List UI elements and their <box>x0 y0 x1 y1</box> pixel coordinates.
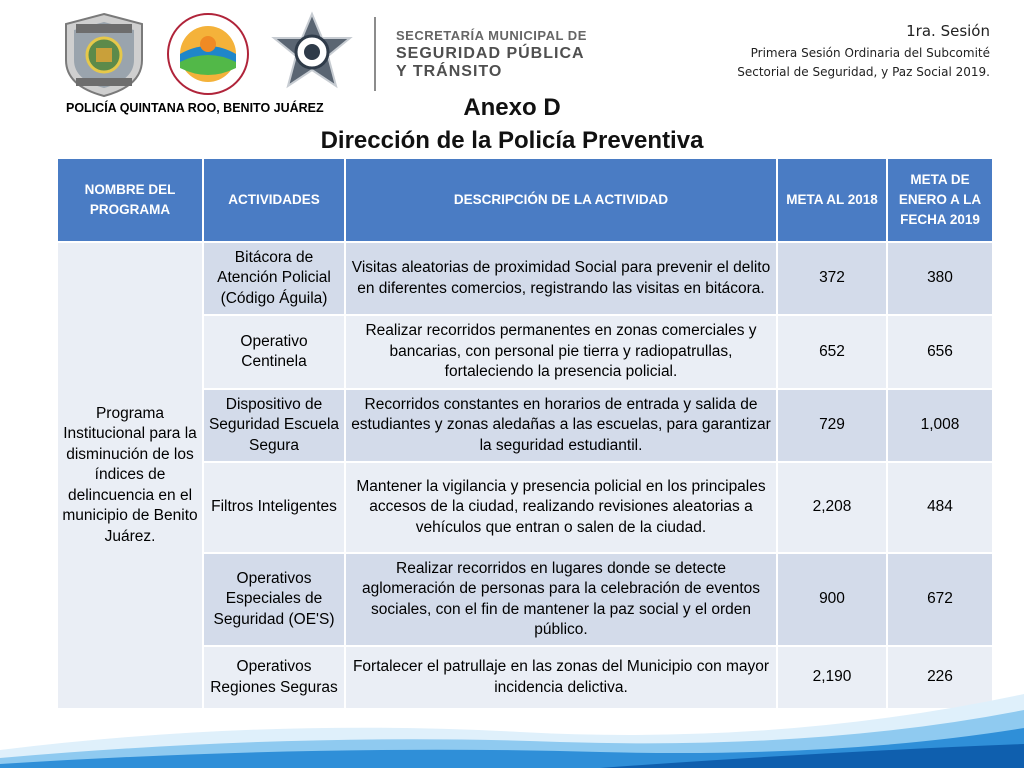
secretaria-wordmark <box>396 27 587 81</box>
header-meta: META AL 2018 <box>777 158 887 242</box>
header-description: DESCRIPCIÓN DE LA ACTIVIDAD <box>345 158 777 242</box>
activity-cell: Bitácora de Atención Policial (Código Águila) <box>203 242 345 315</box>
session-line1: Primera Sesión Ordinaria del Subcomité <box>750 46 990 60</box>
meta-to-date-cell: 484 <box>887 462 993 553</box>
secretaria-line2: SEGURIDAD PÚBLICA <box>396 45 585 62</box>
meta-cell: 729 <box>777 389 887 462</box>
secretaria-line1: SECRETARÍA MUNICIPAL DE <box>396 28 587 43</box>
session-info <box>737 22 990 82</box>
page-title: Anexo D <box>463 94 561 121</box>
header-meta-to-date: META DE ENERO A LA FECHA 2019 <box>887 158 993 242</box>
description-cell: Recorridos constantes en horarios de entrada y salida de estudiantes y zonas aledañas a las escuelas, para garantizar la seguridad estudiantil. <box>345 389 777 462</box>
header-logos <box>58 8 598 100</box>
municipio-benito-juarez-logo-icon <box>162 10 254 98</box>
description-cell: Mantener la vigilancia y presencia policial en los principales accesos de la ciudad, realizando revisiones aleatorias a vehículos que entran o salen de la ciudad. <box>345 462 777 553</box>
activity-cell: Operativos Regiones Seguras <box>203 646 345 709</box>
secretaria-line3: Y TRÁNSITO <box>396 63 503 80</box>
activity-cell: Operativos Especiales de Seguridad (OE'S) <box>203 553 345 646</box>
description-cell: Visitas aleatorias de proximidad Social para prevenir el delito en diferentes comercios, registrando las visitas en bitácora. <box>345 242 777 315</box>
activity-cell: Dispositivo de Seguridad Escuela Segura <box>203 389 345 462</box>
activity-cell: Operativo Centinela <box>203 315 345 389</box>
logo-divider <box>374 17 376 91</box>
description-cell: Realizar recorridos permanentes en zonas comerciales y bancarias, con personal pie tierra y radiopatrullas, fortaleciendo la presencia policial. <box>345 315 777 389</box>
meta-cell: 372 <box>777 242 887 315</box>
table-row <box>57 242 993 315</box>
header-program: NOMBRE DEL PROGRAMA <box>57 158 203 242</box>
session-title: 1ra. Sesión <box>906 22 990 40</box>
policia-quintana-roo-logo-icon <box>58 10 150 98</box>
activities-table <box>56 157 994 710</box>
program-name-cell: Programa Institucional para la disminución de los índices de delincuencia en el municipio de Benito Juárez. <box>57 242 203 709</box>
description-cell: Realizar recorridos en lugares donde se detecte aglomeración de personas para la celebración de eventos sociales, con el fin de mantener la paz social y el orden público. <box>345 553 777 646</box>
decorative-waves-icon <box>0 688 1024 768</box>
activity-cell: Filtros Inteligentes <box>203 462 345 553</box>
page-subtitle: Dirección de la Policía Preventiva <box>320 127 704 154</box>
meta-cell: 652 <box>777 315 887 389</box>
meta-to-date-cell: 656 <box>887 315 993 389</box>
meta-to-date-cell: 1,008 <box>887 389 993 462</box>
description-cell: Fortalecer el patrullaje en las zonas del Municipio con mayor incidencia delictiva. <box>345 646 777 709</box>
table-header-row <box>57 158 993 242</box>
meta-to-date-cell: 380 <box>887 242 993 315</box>
meta-cell: 900 <box>777 553 887 646</box>
policia-caption: POLICÍA QUINTANA ROO, BENITO JUÁREZ <box>66 101 324 115</box>
meta-cell: 2,190 <box>777 646 887 709</box>
meta-cell: 2,208 <box>777 462 887 553</box>
smspyt-star-badge-icon <box>266 10 358 98</box>
header-activities: ACTIVIDADES <box>203 158 345 242</box>
meta-to-date-cell: 226 <box>887 646 993 709</box>
meta-to-date-cell: 672 <box>887 553 993 646</box>
session-line2: Sectorial de Seguridad, y Paz Social 2019. <box>737 65 990 79</box>
